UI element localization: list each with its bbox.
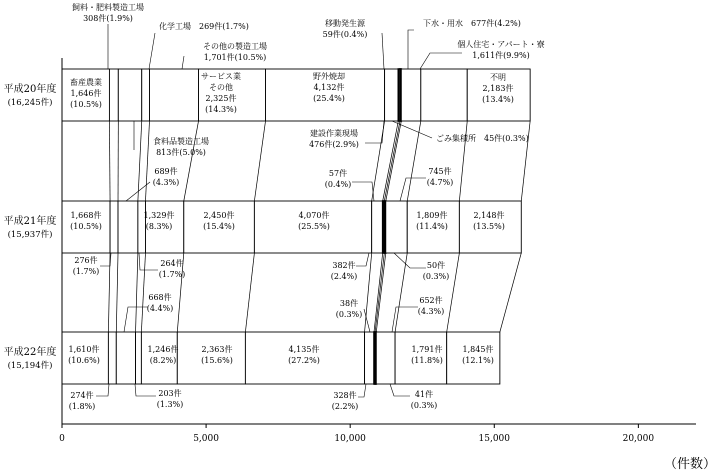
label-kojin-h20: 個人住宅・アパート・寮 1,611件(9.9%) [457, 40, 545, 60]
x-tick-label: 10,000 [334, 434, 366, 444]
leader-line [400, 178, 426, 201]
bar-segment-1-3 [118, 69, 141, 121]
x-tick-label: 20,000 [622, 434, 655, 444]
bar-segment-1-11 [401, 69, 421, 121]
leader-line [408, 30, 414, 69]
label-gomi-h20: ごみ集積所 45件(0.3%) [436, 134, 529, 143]
connector-line [375, 253, 384, 332]
connector-line [254, 121, 265, 201]
leader-line [356, 253, 369, 266]
bar-segment-3-3 [116, 332, 135, 384]
label-kensetsu-h22: 328件(2.2%) [331, 391, 359, 411]
leader-line [394, 253, 426, 268]
connector-line [184, 121, 199, 201]
connector-line [386, 121, 402, 201]
label-shokuryo-h20: 食料品製造工場 813件(5.0%) [153, 137, 209, 157]
category-label: 平成22年度 [3, 347, 57, 358]
data-label-service-h21: 2,450件(15.4%) [203, 211, 235, 231]
bar-segment-1-5 [149, 69, 198, 121]
data-label-fumei-h22: 1,845件(12.1%) [462, 345, 494, 365]
connector-line [383, 121, 399, 201]
connector-line [245, 253, 254, 332]
data-label-yagai-h20: 野外焼却 4,132件(25.4%) [313, 72, 345, 103]
x-tick-label: 5,000 [193, 434, 219, 444]
bar-segment-2-2 [110, 201, 118, 253]
label-gesui-h22: 652件(4.3%) [417, 296, 445, 316]
leader-line [390, 384, 410, 396]
data-label-kojin-h21: 1,809件(11.4%) [416, 211, 448, 231]
label-kagaku-h21: 264件(1.7%) [158, 259, 186, 279]
label-gomi-h22: 41件(0.3%) [410, 390, 438, 410]
label-shiryo-h21: 276件(1.7%) [72, 256, 100, 276]
bar-segment-3-11 [376, 332, 395, 384]
data-label-sonota-h21: 1,329件(8.3%) [143, 211, 175, 231]
label-gesui-h20: 下水・用水 677件(4.2%) [423, 19, 521, 28]
label-ido-h21: 57件(0.4%) [324, 169, 352, 189]
x-tick-label: 15,000 [478, 434, 511, 444]
label-gomi-h21: 50件(0.3%) [422, 261, 450, 281]
connector-line [384, 121, 400, 201]
bar-segment-1-4 [142, 69, 150, 121]
leader-line [149, 33, 155, 69]
connector-line [500, 253, 521, 332]
bar-segment-1-12 [421, 69, 467, 121]
category-label: 平成20年度 [3, 84, 57, 95]
connector-line [395, 253, 407, 332]
connector-line [365, 253, 372, 332]
label-shokuryo-h21: 689件(4.3%) [152, 167, 180, 187]
bars [62, 69, 530, 384]
bar-segment-1-2 [109, 69, 118, 121]
leader-line [352, 182, 374, 201]
category-total: (15,194件) [7, 361, 53, 371]
label-kagaku-h20: 化学工場 269件(1.7%) [159, 22, 249, 31]
data-label-chikusan-h22: 1,610件(10.6%) [68, 345, 100, 365]
category-label: 平成21年度 [3, 216, 57, 227]
leader-line [96, 384, 109, 396]
data-label-sonota-h22: 1,246件(8.2%) [147, 345, 179, 365]
connector-line [521, 121, 530, 201]
connector-line [136, 253, 138, 332]
label-shiryo-h22: 274件(1.8%) [68, 391, 96, 411]
label-ido-h22: 38件(0.3%) [335, 299, 363, 319]
leader-line [139, 253, 158, 270]
label-shokuryo-h22: 668件(4.4%) [146, 293, 174, 313]
bar-segment-2-4 [138, 201, 146, 253]
leader-line [100, 253, 111, 266]
leader-line [358, 384, 366, 397]
leader-line [365, 121, 384, 143]
label-kagaku-h22: 203件(1.3%) [156, 389, 184, 409]
label-gesui-h21: 745件(4.7%) [426, 167, 454, 187]
leader-line [382, 33, 384, 69]
data-label-yagai-h21: 4,070件(25.5%) [298, 211, 330, 231]
bar-segment-2-8 [372, 201, 383, 253]
bar-segment-2-11 [386, 201, 407, 253]
connector-line [109, 121, 110, 201]
bar-segment-3-2 [108, 332, 116, 384]
label-shiryo-h20: 飼料・肥料製造工場 308件(1.9%) [72, 3, 144, 23]
connector-line [459, 121, 467, 201]
bar-segment-1-8 [385, 69, 399, 121]
x-tick-label: 0 [59, 434, 65, 444]
label-ido-h20: 移動発生源 59件(0.4%) [322, 19, 368, 39]
bar-segment-3-8 [365, 332, 374, 384]
connector-line [407, 121, 421, 201]
label-kensetsu-h21: 382件(2.4%) [330, 261, 358, 281]
leader-line [182, 56, 184, 69]
label-kensetsu-h20: 建設作業現場 476件(2.9%) [309, 129, 359, 149]
category-total: (15,937件) [7, 230, 53, 240]
unit-label: （件数） [663, 457, 716, 472]
data-label-kojin-h22: 1,791件(11.8%) [411, 345, 443, 365]
data-label-yagai-h22: 4,135件(27.2%) [288, 345, 320, 365]
connector-line [447, 253, 460, 332]
label-sonota-h20: その他の製造工場 1,701件(10.5%) [203, 42, 267, 62]
data-label-chikusan-h20: 畜産農業 1,646件(10.5%) [70, 78, 102, 109]
connector-line [376, 253, 385, 332]
connector-line [116, 253, 118, 332]
connector-line [141, 253, 145, 332]
data-label-service-h22: 2,363件(15.6%) [201, 345, 233, 365]
data-label-service-h20: サービス業その他 2,325件(14.3%) [201, 72, 241, 114]
connector-line [374, 253, 383, 332]
data-label-fumei-h21: 2,148件(13.5%) [473, 211, 505, 231]
connector-line [145, 121, 149, 201]
leader-line [420, 53, 462, 69]
bar-segment-2-3 [118, 201, 138, 253]
leader-line [135, 384, 156, 396]
data-label-fumei-h20: 不明 2,183件(13.4%) [482, 73, 514, 104]
data-label-chikusan-h21: 1,668件(10.5%) [70, 211, 102, 231]
category-total: (16,245件) [7, 98, 53, 108]
bar-segment-3-4 [136, 332, 142, 384]
